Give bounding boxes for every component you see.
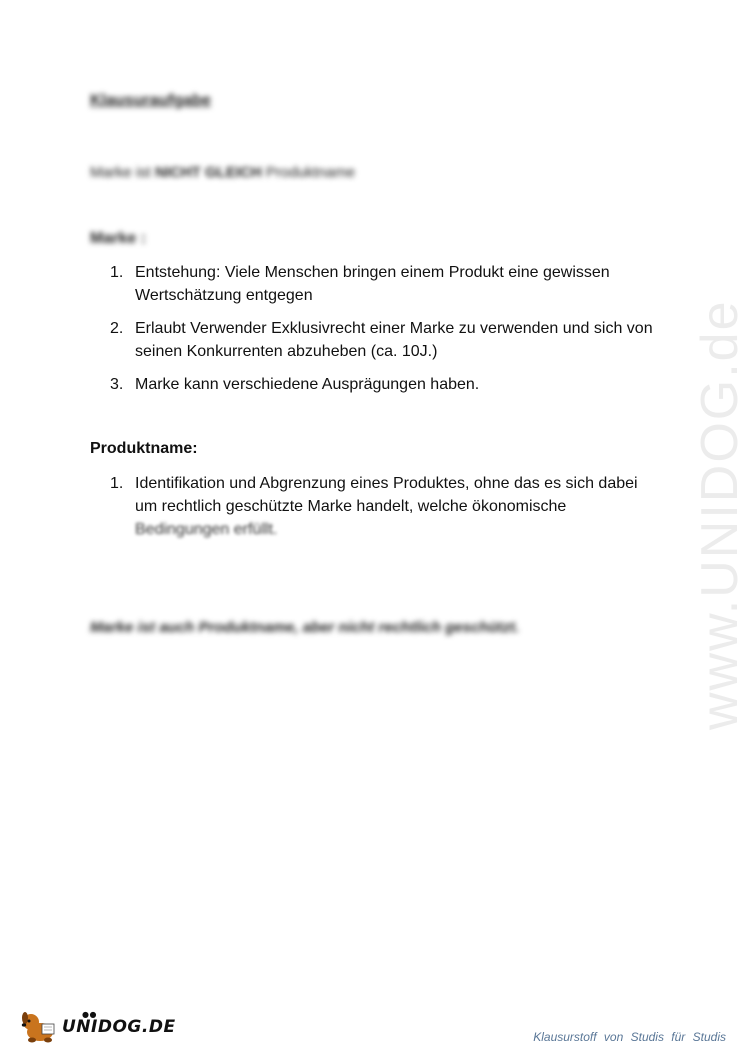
- document-title: Klausuraufgabe: [90, 92, 211, 109]
- list-item-line: um rechtlich geschützte Marke handelt, welche ökonomische: [135, 498, 567, 515]
- list-item: [90, 261, 670, 307]
- dog-icon: [20, 1010, 60, 1044]
- list-item: [90, 317, 670, 363]
- list-item: [90, 373, 670, 396]
- marke-list: [90, 261, 670, 406]
- paw-icon: ●●: [82, 1010, 97, 1019]
- section-label-produktname: Produktname:: [90, 440, 198, 457]
- list-item-number: 2.: [110, 320, 124, 337]
- section-label-marke: Marke :: [90, 230, 147, 247]
- produktname-list: [90, 472, 670, 551]
- list-item: [90, 472, 670, 541]
- logo-text: [62, 1010, 176, 1037]
- list-item-line-blurred: Bedingungen erfüllt.: [135, 521, 278, 538]
- footer-logo: [20, 1010, 176, 1044]
- list-item-number: 1.: [110, 264, 124, 281]
- list-item-line: Marke kann verschiedene Ausprägungen haben.: [135, 376, 480, 393]
- list-item-number: 1.: [110, 475, 124, 492]
- intro-before: Marke ist: [90, 164, 156, 181]
- list-item-line: Erlaubt Verwender Exklusivrecht einer Marke zu verwenden und sich von: [135, 320, 653, 337]
- logo-label: UNIDOG.DE: [62, 1017, 176, 1037]
- intro-line: [90, 164, 355, 181]
- list-item-number: 3.: [110, 376, 124, 393]
- list-item-line: Identifikation und Abgrenzung eines Produktes, ohne das es sich dabei: [135, 475, 638, 492]
- list-item-line: seinen Konkurrenten abzuheben (ca. 10J.): [135, 343, 438, 360]
- intro-emphasis: NICHT GLEICH: [155, 164, 262, 181]
- list-item-line: Wertschätzung entgegen: [135, 287, 313, 304]
- watermark: www.UNIDOG.de: [691, 299, 749, 730]
- footer-tagline: Klausurstoff von Studis für Studis: [533, 1030, 726, 1044]
- intro-after: Produktname: [261, 164, 356, 181]
- summary-line: Marke ist auch Produktname, aber nicht rechtlich geschützt.: [90, 619, 520, 636]
- list-item-line: Entstehung: Viele Menschen bringen einem Produkt eine gewissen: [135, 264, 610, 281]
